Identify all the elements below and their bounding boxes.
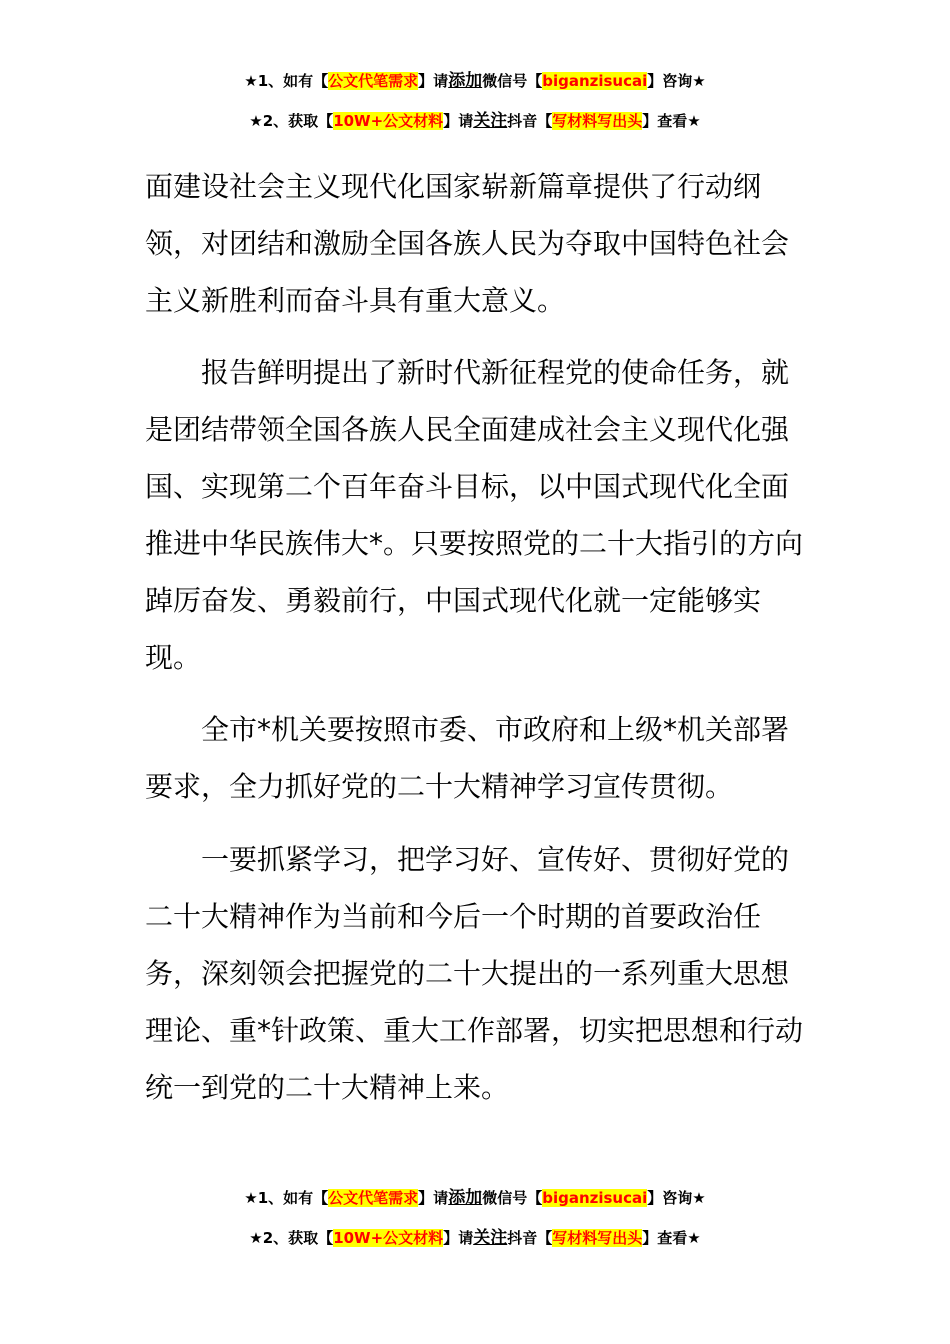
header-promo-line-1 bbox=[0, 70, 950, 92]
paragraph-3: 全市*机关要按照市委、市政府和上级*机关部署要求，全力抓好党的二十大精神学习宣传贯彻。 bbox=[145, 713, 790, 803]
document-body bbox=[145, 158, 815, 1116]
star-icon: ★ bbox=[687, 1229, 701, 1247]
footer-promo-line-2 bbox=[0, 1227, 950, 1249]
header-promo-line-2 bbox=[0, 110, 950, 132]
promo-text: 抖音【 bbox=[507, 1229, 553, 1247]
promo-prefix: 1、如有【 bbox=[257, 72, 329, 90]
promo-text: 】请 bbox=[418, 72, 449, 90]
promo-text: 】请 bbox=[418, 1189, 449, 1207]
promo-highlight-materials: 10W+公文材料 bbox=[333, 1229, 444, 1247]
star-icon: ★ bbox=[249, 112, 263, 130]
star-icon: ★ bbox=[692, 1189, 706, 1207]
promo-prefix: 1、如有【 bbox=[257, 1189, 329, 1207]
promo-highlight-service: 公文代笔需求 bbox=[328, 1189, 419, 1207]
paragraph-4: 一要抓紧学习，把学习好、宣传好、贯彻好党的二十大精神作为当前和今后一个时期的首要政治任务，深刻领会把握党的二十大提出的一系列重大思想理论、重*针政策、重大工作部署，切实把思想和行动统一到党的二十大精神上来。 bbox=[145, 843, 804, 1104]
promo-suffix: 】咨询 bbox=[647, 72, 693, 90]
promo-highlight-materials: 10W+公文材料 bbox=[333, 112, 444, 130]
promo-suffix: 】查看 bbox=[642, 112, 688, 130]
star-icon: ★ bbox=[244, 72, 258, 90]
paragraph-2: 报告鲜明提出了新时代新征程党的使命任务，就是团结带领全国各族人民全面建成社会主义现代化强国、实现第二个百年奋斗目标，以中国式现代化全面推进中华民族伟大*。只要按照党的二十大指引的方向踔厉奋发、勇毅前行，中国式现代化就一定能够实现。 bbox=[145, 356, 804, 674]
promo-text: 微信号【 bbox=[482, 1189, 543, 1207]
promo-suffix: 】咨询 bbox=[647, 1189, 693, 1207]
promo-action-follow: 关注 bbox=[473, 111, 508, 131]
star-icon: ★ bbox=[244, 1189, 258, 1207]
footer-promo-line-1 bbox=[0, 1187, 950, 1209]
promo-action-follow: 关注 bbox=[473, 1228, 508, 1248]
promo-highlight-service: 公文代笔需求 bbox=[328, 72, 419, 90]
promo-highlight-wechat-id: biganzisucai bbox=[542, 72, 648, 90]
promo-action-add: 添加 bbox=[448, 71, 483, 91]
promo-prefix: 2、获取【 bbox=[262, 112, 334, 130]
paragraph-1: 面建设社会主义现代化国家崭新篇章提供了行动纲领，对团结和激励全国各族人民为夺取中国特色社会主义新胜利而奋斗具有重大意义。 bbox=[145, 170, 790, 317]
star-icon: ★ bbox=[687, 112, 701, 130]
promo-action-add: 添加 bbox=[448, 1188, 483, 1208]
promo-highlight-douyin-id: 写材料写出头 bbox=[552, 1229, 643, 1247]
promo-text: 】请 bbox=[443, 112, 474, 130]
promo-text: 抖音【 bbox=[507, 112, 553, 130]
promo-text: 】请 bbox=[443, 1229, 474, 1247]
star-icon: ★ bbox=[249, 1229, 263, 1247]
promo-text: 微信号【 bbox=[482, 72, 543, 90]
promo-highlight-douyin-id: 写材料写出头 bbox=[552, 112, 643, 130]
promo-prefix: 2、获取【 bbox=[262, 1229, 334, 1247]
star-icon: ★ bbox=[692, 72, 706, 90]
promo-highlight-wechat-id: biganzisucai bbox=[542, 1189, 648, 1207]
promo-suffix: 】查看 bbox=[642, 1229, 688, 1247]
